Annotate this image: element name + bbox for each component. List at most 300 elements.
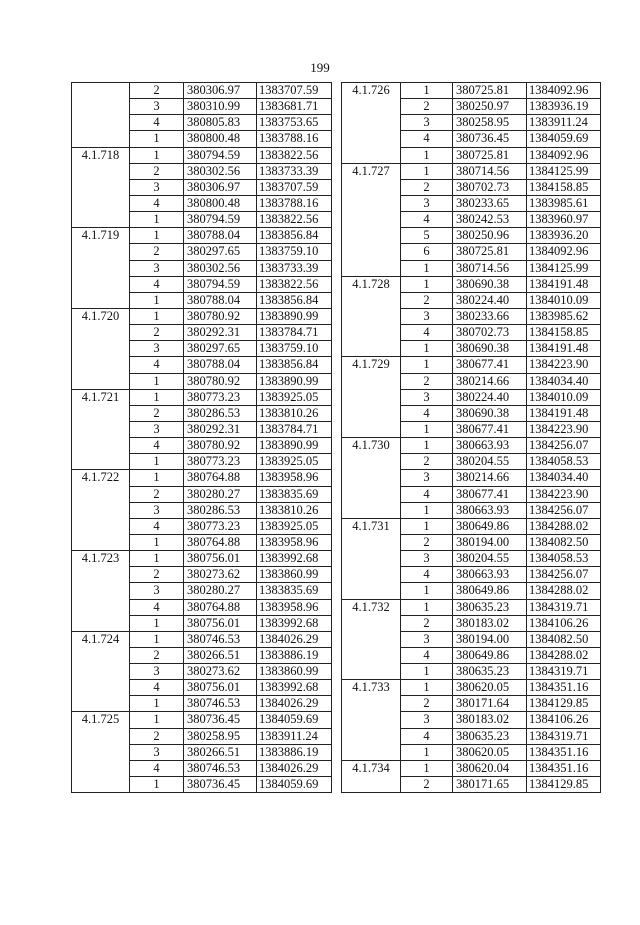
y-coordinate-cell: 1383707.59 [257,179,332,195]
x-coordinate-cell: 380273.62 [184,567,257,583]
table-row [72,551,332,567]
y-coordinate-cell: 1383886.19 [257,744,332,760]
point-number-cell: 2 [401,454,453,470]
y-coordinate-cell: 1383835.69 [257,486,332,502]
x-coordinate-cell: 380297.65 [184,244,257,260]
parcel-number-cell [72,83,130,148]
y-coordinate-cell: 1384158.85 [527,325,601,341]
y-coordinate-cell: 1383890.99 [257,373,332,389]
y-coordinate-cell: 1383733.39 [257,260,332,276]
x-coordinate-cell: 380725.81 [453,147,527,163]
point-number-cell: 3 [130,179,184,195]
point-number-cell: 2 [130,163,184,179]
parcel-number-cell: 4.1.727 [342,163,401,276]
x-coordinate-cell: 380690.38 [453,276,527,292]
point-number-cell: 1 [130,551,184,567]
point-number-cell: 2 [130,647,184,663]
point-number-cell: 4 [401,728,453,744]
y-coordinate-cell: 1384319.71 [527,599,601,615]
parcel-number-cell: 4.1.734 [342,760,401,792]
x-coordinate-cell: 380746.53 [184,696,257,712]
x-coordinate-cell: 380677.41 [453,486,527,502]
x-coordinate-cell: 380273.62 [184,664,257,680]
x-coordinate-cell: 380258.95 [453,115,527,131]
point-number-cell: 3 [130,341,184,357]
x-coordinate-cell: 380649.86 [453,647,527,663]
y-coordinate-cell: 1384106.26 [527,712,601,728]
x-coordinate-cell: 380756.01 [184,680,257,696]
y-coordinate-cell: 1384223.90 [527,357,601,373]
y-coordinate-cell: 1384082.50 [527,631,601,647]
x-coordinate-cell: 380780.92 [184,308,257,324]
x-coordinate-cell: 380788.04 [184,357,257,373]
point-number-cell: 5 [401,228,453,244]
x-coordinate-cell: 380302.56 [184,260,257,276]
coordinates-table-right [341,82,601,793]
point-number-cell: 3 [401,712,453,728]
parcel-number-cell: 4.1.721 [72,389,130,470]
x-coordinate-cell: 380292.31 [184,421,257,437]
y-coordinate-cell: 1383992.68 [257,615,332,631]
table-row [342,83,601,99]
y-coordinate-cell: 1383822.56 [257,147,332,163]
y-coordinate-cell: 1383784.71 [257,421,332,437]
point-number-cell: 4 [401,647,453,663]
x-coordinate-cell: 380780.92 [184,373,257,389]
point-number-cell: 1 [401,438,453,454]
point-number-cell: 1 [401,583,453,599]
point-number-cell: 3 [401,631,453,647]
x-coordinate-cell: 380250.97 [453,99,527,115]
point-number-cell: 1 [130,147,184,163]
parcel-number-cell: 4.1.723 [72,551,130,632]
table-row [342,518,601,534]
parcel-number-cell: 4.1.726 [342,83,401,164]
x-coordinate-cell: 380663.93 [453,567,527,583]
y-coordinate-cell: 1383960.97 [527,212,601,228]
y-coordinate-cell: 1384092.96 [527,83,601,99]
point-number-cell: 1 [401,357,453,373]
y-coordinate-cell: 1384223.90 [527,421,601,437]
y-coordinate-cell: 1383985.62 [527,308,601,324]
x-coordinate-cell: 380620.05 [453,744,527,760]
point-number-cell: 1 [401,744,453,760]
x-coordinate-cell: 380794.59 [184,212,257,228]
y-coordinate-cell: 1383958.96 [257,470,332,486]
y-coordinate-cell: 1383810.26 [257,405,332,421]
table-row [342,599,601,615]
point-number-cell: 4 [130,276,184,292]
point-number-cell: 1 [130,308,184,324]
point-number-cell: 3 [130,421,184,437]
y-coordinate-cell: 1383856.84 [257,357,332,373]
y-coordinate-cell: 1383992.68 [257,551,332,567]
parcel-number-cell: 4.1.733 [342,680,401,761]
y-coordinate-cell: 1383925.05 [257,518,332,534]
x-coordinate-cell: 380183.02 [453,615,527,631]
point-number-cell: 2 [401,534,453,550]
x-coordinate-cell: 380649.86 [453,583,527,599]
point-number-cell: 1 [401,421,453,437]
x-coordinate-cell: 380736.45 [453,131,527,147]
y-coordinate-cell: 1383958.96 [257,534,332,550]
point-number-cell: 4 [130,518,184,534]
table-row [342,680,601,696]
parcel-number-cell: 4.1.732 [342,599,401,680]
y-coordinate-cell: 1383707.59 [257,83,332,99]
point-number-cell: 2 [401,99,453,115]
table-row [72,389,332,405]
point-number-cell: 1 [401,502,453,518]
point-number-cell: 1 [130,631,184,647]
table-row [342,357,601,373]
point-number-cell: 2 [130,486,184,502]
x-coordinate-cell: 380702.73 [453,325,527,341]
x-coordinate-cell: 380286.53 [184,405,257,421]
y-coordinate-cell: 1383856.84 [257,228,332,244]
point-number-cell: 2 [401,179,453,195]
table-row [342,438,601,454]
x-coordinate-cell: 380764.88 [184,534,257,550]
y-coordinate-cell: 1384288.02 [527,518,601,534]
point-number-cell: 1 [130,615,184,631]
y-coordinate-cell: 1383936.20 [527,228,601,244]
point-number-cell: 3 [130,664,184,680]
x-coordinate-cell: 380805.83 [184,115,257,131]
point-number-cell: 4 [130,680,184,696]
x-coordinate-cell: 380297.65 [184,341,257,357]
point-number-cell: 3 [401,115,453,131]
x-coordinate-cell: 380224.40 [453,292,527,308]
y-coordinate-cell: 1383784.71 [257,325,332,341]
x-coordinate-cell: 380800.48 [184,131,257,147]
point-number-cell: 2 [130,405,184,421]
y-coordinate-cell: 1384351.16 [527,680,601,696]
point-number-cell: 1 [401,147,453,163]
x-coordinate-cell: 380714.56 [453,260,527,276]
x-coordinate-cell: 380794.59 [184,147,257,163]
x-coordinate-cell: 380171.65 [453,777,527,793]
x-coordinate-cell: 380214.66 [453,470,527,486]
point-number-cell: 3 [130,583,184,599]
y-coordinate-cell: 1383753.65 [257,115,332,131]
point-number-cell: 3 [401,551,453,567]
point-number-cell: 2 [401,373,453,389]
x-coordinate-cell: 380266.51 [184,647,257,663]
x-coordinate-cell: 380764.88 [184,599,257,615]
y-coordinate-cell: 1384034.40 [527,373,601,389]
point-number-cell: 4 [130,115,184,131]
y-coordinate-cell: 1383911.24 [257,728,332,744]
y-coordinate-cell: 1383860.99 [257,664,332,680]
x-coordinate-cell: 380800.48 [184,195,257,211]
x-coordinate-cell: 380780.92 [184,438,257,454]
y-coordinate-cell: 1384319.71 [527,664,601,680]
point-number-cell: 1 [401,518,453,534]
y-coordinate-cell: 1384158.85 [527,179,601,195]
parcel-number-cell: 4.1.731 [342,518,401,599]
parcel-number-cell: 4.1.722 [72,470,130,551]
coordinates-table-left [71,82,332,793]
x-coordinate-cell: 380773.23 [184,389,257,405]
point-number-cell: 1 [401,760,453,776]
x-coordinate-cell: 380725.81 [453,244,527,260]
parcel-number-cell: 4.1.724 [72,631,130,712]
y-coordinate-cell: 1384288.02 [527,583,601,599]
point-number-cell: 2 [130,83,184,99]
table-row [72,147,332,163]
point-number-cell: 1 [130,228,184,244]
x-coordinate-cell: 380183.02 [453,712,527,728]
x-coordinate-cell: 380690.38 [453,405,527,421]
point-number-cell: 2 [130,567,184,583]
y-coordinate-cell: 1383822.56 [257,212,332,228]
x-coordinate-cell: 380725.81 [453,83,527,99]
x-coordinate-cell: 380714.56 [453,163,527,179]
point-number-cell: 1 [130,292,184,308]
x-coordinate-cell: 380306.97 [184,83,257,99]
point-number-cell: 4 [401,325,453,341]
x-coordinate-cell: 380286.53 [184,502,257,518]
table-row [72,83,332,99]
parcel-number-cell: 4.1.718 [72,147,130,228]
y-coordinate-cell: 1384191.48 [527,276,601,292]
table-row [342,760,601,776]
x-coordinate-cell: 380266.51 [184,744,257,760]
y-coordinate-cell: 1384010.09 [527,389,601,405]
x-coordinate-cell: 380635.23 [453,728,527,744]
point-number-cell: 2 [401,292,453,308]
y-coordinate-cell: 1384256.07 [527,438,601,454]
y-coordinate-cell: 1384125.99 [527,260,601,276]
x-coordinate-cell: 380756.01 [184,551,257,567]
point-number-cell: 1 [130,712,184,728]
y-coordinate-cell: 1384059.69 [527,131,601,147]
y-coordinate-cell: 1384223.90 [527,486,601,502]
x-coordinate-cell: 380746.53 [184,760,257,776]
x-coordinate-cell: 380250.96 [453,228,527,244]
y-coordinate-cell: 1384319.71 [527,728,601,744]
table-row [72,308,332,324]
point-number-cell: 1 [130,389,184,405]
y-coordinate-cell: 1384129.85 [527,696,601,712]
y-coordinate-cell: 1383925.05 [257,454,332,470]
y-coordinate-cell: 1383860.99 [257,567,332,583]
x-coordinate-cell: 380663.93 [453,502,527,518]
y-coordinate-cell: 1384125.99 [527,163,601,179]
y-coordinate-cell: 1383992.68 [257,680,332,696]
table-row [72,470,332,486]
y-coordinate-cell: 1383681.71 [257,99,332,115]
x-coordinate-cell: 380194.00 [453,631,527,647]
point-number-cell: 1 [401,276,453,292]
y-coordinate-cell: 1384058.53 [527,551,601,567]
y-coordinate-cell: 1383810.26 [257,502,332,518]
page-number: 199 [310,60,330,75]
x-coordinate-cell: 380224.40 [453,389,527,405]
y-coordinate-cell: 1383886.19 [257,647,332,663]
y-coordinate-cell: 1384059.69 [257,712,332,728]
point-number-cell: 1 [401,341,453,357]
point-number-cell: 4 [130,195,184,211]
y-coordinate-cell: 1383759.10 [257,244,332,260]
point-number-cell: 2 [401,696,453,712]
y-coordinate-cell: 1383759.10 [257,341,332,357]
point-number-cell: 3 [130,99,184,115]
y-coordinate-cell: 1383733.39 [257,163,332,179]
point-number-cell: 4 [401,131,453,147]
point-number-cell: 4 [401,486,453,502]
x-coordinate-cell: 380620.05 [453,680,527,696]
y-coordinate-cell: 1383788.16 [257,131,332,147]
x-coordinate-cell: 380280.27 [184,583,257,599]
point-number-cell: 2 [401,615,453,631]
y-coordinate-cell: 1383936.19 [527,99,601,115]
x-coordinate-cell: 380233.66 [453,308,527,324]
y-coordinate-cell: 1383788.16 [257,195,332,211]
point-number-cell: 1 [130,454,184,470]
x-coordinate-cell: 380663.93 [453,438,527,454]
y-coordinate-cell: 1384059.69 [257,777,332,793]
y-coordinate-cell: 1383911.24 [527,115,601,131]
y-coordinate-cell: 1384106.26 [527,615,601,631]
x-coordinate-cell: 380788.04 [184,292,257,308]
point-number-cell: 3 [130,260,184,276]
y-coordinate-cell: 1384010.09 [527,292,601,308]
x-coordinate-cell: 380702.73 [453,179,527,195]
x-coordinate-cell: 380736.45 [184,777,257,793]
parcel-number-cell: 4.1.725 [72,712,130,793]
parcel-number-cell: 4.1.728 [342,276,401,357]
point-number-cell: 1 [130,131,184,147]
point-number-cell: 1 [401,260,453,276]
x-coordinate-cell: 380635.23 [453,599,527,615]
y-coordinate-cell: 1384092.96 [527,244,601,260]
point-number-cell: 4 [401,405,453,421]
x-coordinate-cell: 380310.99 [184,99,257,115]
y-coordinate-cell: 1384351.16 [527,744,601,760]
x-coordinate-cell: 380204.55 [453,454,527,470]
y-coordinate-cell: 1384034.40 [527,470,601,486]
table-row [72,712,332,728]
point-number-cell: 1 [130,373,184,389]
point-number-cell: 2 [401,777,453,793]
x-coordinate-cell: 380214.66 [453,373,527,389]
table-row [72,228,332,244]
point-number-cell: 4 [130,599,184,615]
x-coordinate-cell: 380690.38 [453,341,527,357]
y-coordinate-cell: 1384092.96 [527,147,601,163]
x-coordinate-cell: 380677.41 [453,421,527,437]
x-coordinate-cell: 380677.41 [453,357,527,373]
point-number-cell: 3 [130,744,184,760]
y-coordinate-cell: 1384256.07 [527,567,601,583]
x-coordinate-cell: 380794.59 [184,276,257,292]
y-coordinate-cell: 1384026.29 [257,760,332,776]
point-number-cell: 3 [401,389,453,405]
point-number-cell: 4 [401,567,453,583]
x-coordinate-cell: 380194.00 [453,534,527,550]
x-coordinate-cell: 380635.23 [453,664,527,680]
y-coordinate-cell: 1383822.56 [257,276,332,292]
point-number-cell: 4 [401,212,453,228]
x-coordinate-cell: 380649.86 [453,518,527,534]
parcel-number-cell: 4.1.720 [72,308,130,389]
y-coordinate-cell: 1383835.69 [257,583,332,599]
y-coordinate-cell: 1383856.84 [257,292,332,308]
x-coordinate-cell: 380302.56 [184,163,257,179]
x-coordinate-cell: 380280.27 [184,486,257,502]
y-coordinate-cell: 1384256.07 [527,502,601,518]
y-coordinate-cell: 1384351.16 [527,760,601,776]
x-coordinate-cell: 380756.01 [184,615,257,631]
point-number-cell: 1 [401,83,453,99]
x-coordinate-cell: 380788.04 [184,228,257,244]
point-number-cell: 1 [130,534,184,550]
point-number-cell: 1 [401,664,453,680]
point-number-cell: 2 [130,244,184,260]
point-number-cell: 2 [130,728,184,744]
y-coordinate-cell: 1383890.99 [257,308,332,324]
point-number-cell: 1 [130,470,184,486]
x-coordinate-cell: 380773.23 [184,454,257,470]
point-number-cell: 3 [130,502,184,518]
table-row [342,276,601,292]
point-number-cell: 4 [130,760,184,776]
point-number-cell: 3 [401,308,453,324]
y-coordinate-cell: 1383925.05 [257,389,332,405]
y-coordinate-cell: 1384129.85 [527,777,601,793]
x-coordinate-cell: 380746.53 [184,631,257,647]
y-coordinate-cell: 1383985.61 [527,195,601,211]
table-row [72,631,332,647]
point-number-cell: 1 [130,696,184,712]
parcel-number-cell: 4.1.729 [342,357,401,438]
x-coordinate-cell: 380773.23 [184,518,257,534]
point-number-cell: 4 [130,357,184,373]
x-coordinate-cell: 380292.31 [184,325,257,341]
x-coordinate-cell: 380620.04 [453,760,527,776]
point-number-cell: 3 [401,195,453,211]
point-number-cell: 3 [401,470,453,486]
y-coordinate-cell: 1384191.48 [527,405,601,421]
y-coordinate-cell: 1384058.53 [527,454,601,470]
y-coordinate-cell: 1384191.48 [527,341,601,357]
point-number-cell: 6 [401,244,453,260]
y-coordinate-cell: 1384026.29 [257,631,332,647]
x-coordinate-cell: 380204.55 [453,551,527,567]
point-number-cell: 1 [130,777,184,793]
y-coordinate-cell: 1383890.99 [257,438,332,454]
x-coordinate-cell: 380764.88 [184,470,257,486]
point-number-cell: 1 [401,599,453,615]
y-coordinate-cell: 1384288.02 [527,647,601,663]
x-coordinate-cell: 380258.95 [184,728,257,744]
parcel-number-cell: 4.1.730 [342,438,401,519]
point-number-cell: 4 [130,438,184,454]
parcel-number-cell: 4.1.719 [72,228,130,309]
x-coordinate-cell: 380242.53 [453,212,527,228]
point-number-cell: 1 [130,212,184,228]
point-number-cell: 2 [130,325,184,341]
point-number-cell: 1 [401,163,453,179]
y-coordinate-cell: 1383958.96 [257,599,332,615]
x-coordinate-cell: 380233.65 [453,195,527,211]
x-coordinate-cell: 380171.64 [453,696,527,712]
x-coordinate-cell: 380736.45 [184,712,257,728]
table-row [342,163,601,179]
x-coordinate-cell: 380306.97 [184,179,257,195]
